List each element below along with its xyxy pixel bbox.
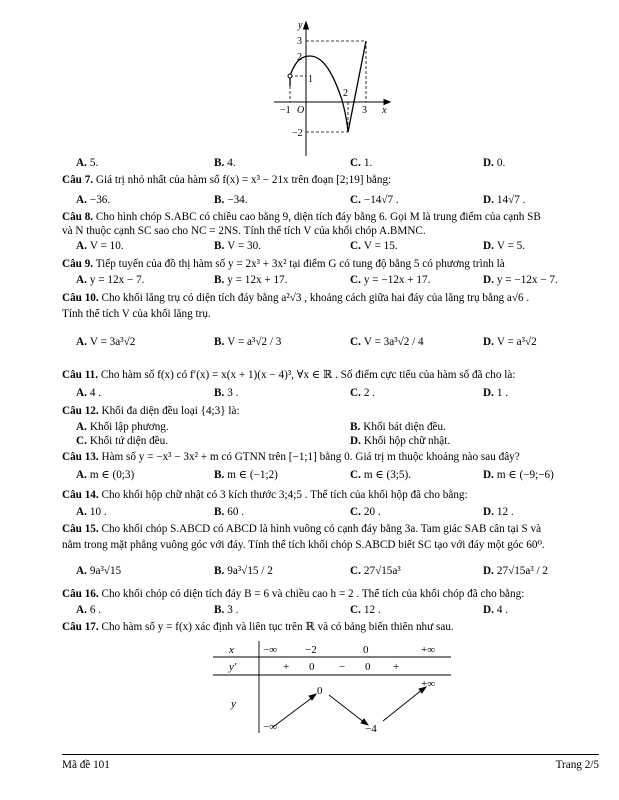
q15-stem-line2: nằm trong mặt phẳng vuông góc với đáy. Tính thể tích khối chóp S.ABCD biết SC tạo với đáy một góc 60⁰. (62, 539, 545, 551)
page-footer (62, 754, 599, 771)
q8-options: A. V = 10. B. V = 30. C. V = 15. D. V = 5. (76, 240, 526, 252)
bbt-sign-1: + (283, 661, 290, 673)
q12-options-row2: C. Khối tứ diện đều. D. Khối hộp chữ nhật. (76, 435, 451, 447)
x-tick-neg1: −1 (280, 105, 291, 116)
q9-stem: Câu 9. Tiếp tuyến của đồ thị hàm số y = 2x³ + 3x² tại điểm G có tung độ bằng 5 có phương trình là (62, 258, 505, 270)
bbt-x-label: x (229, 644, 234, 656)
q7-stem: Câu 7. Giá trị nhỏ nhất của hàm số f(x) = x³ − 21x trên đoạn [2;19] bằng: (62, 174, 392, 186)
function-graph (270, 16, 400, 158)
y-tick-neg2: −2 (292, 128, 303, 139)
q8-stem-line2: và N thuộc cạnh SC sao cho NC = 2NS. Tính thể tích V của khối chóp A.BMNC. (62, 225, 426, 237)
bbt-sign-2: 0 (309, 661, 315, 673)
x-tick-2: 2 (343, 88, 348, 99)
bbt-x-pos-inf: +∞ (421, 644, 436, 656)
bbt-sign-3: − (339, 661, 346, 673)
variation-table (213, 641, 451, 733)
bbt-y-0: 0 (317, 685, 323, 697)
y-tick-3: 3 (297, 36, 302, 47)
q13-options: A. m ∈ (0;3) B. m ∈ (−1;2) C. m ∈ (3;5). D. m ∈ (−9;−6) (76, 469, 554, 481)
q15-options: A. 9a³√15 B. 9a³√15 / 2 C. 27√15a³ D. 27√15a³ / 2 (76, 565, 549, 577)
y-tick-2: 2 (297, 52, 302, 63)
bbt-x-neg-inf: −∞ (263, 644, 278, 656)
q7-options: A. −36. B. −34. C. −14√7 . D. 14√7 . (76, 194, 526, 206)
origin-label: O (297, 105, 305, 116)
q10-stem-line1: Câu 10. Cho khối lăng trụ có diện tích đáy bằng a²√3 , khoảng cách giữa hai đáy của lăng trụ bằng a√6 . (62, 292, 530, 304)
bbt-sign-4: 0 (365, 661, 371, 673)
q12-stem: Câu 12. Khối đa diện đều loại {4;3} là: (62, 405, 240, 417)
x-axis-label: x (382, 105, 387, 116)
bbt-yprime-label: y' (229, 661, 237, 673)
page-number: Trang 2/5 (555, 759, 599, 771)
bbt-y-pos-inf: +∞ (421, 678, 436, 690)
q15-stem-line1: Câu 15. Cho khối chóp S.ABCD có ABCD là hình vuông có cạnh đáy bằng 3a. Tam giác SAB cân tại S và (62, 523, 542, 535)
bbt-y-neg4: −4 (365, 723, 377, 733)
q14-stem: Câu 14. Cho khối hộp chữ nhật có 3 kích thước 3;4;5 . Thể tích của khối hộp đã cho bằng: (62, 489, 468, 501)
bbt-sign-5: + (393, 661, 400, 673)
x-tick-3: 3 (362, 105, 367, 116)
y-tick-1: 1 (308, 74, 313, 85)
q10-stem-line2: Tính thể tích V của khối lăng trụ. (62, 308, 211, 320)
q12-options-row1: A. Khối lập phương. B. Khối bát diện đều. (76, 421, 446, 433)
q13-stem: Câu 13. Hàm số y = −x³ − 3x² + m có GTNN trên [−1;1] bằng 0. Giá trị m thuộc khoảng nào sau đây? (62, 451, 520, 463)
bbt-x-0: 0 (363, 644, 369, 656)
bbt-y-label: y (231, 698, 236, 710)
q6-options (62, 157, 610, 172)
q6-option-a: A. 5. (76, 157, 99, 169)
bbt-y-neg-inf: −∞ (263, 721, 278, 733)
q6-option-c: C. 1. (350, 157, 373, 169)
q11-options: A. 4 . B. 3 . C. 2 . D. 1 . (76, 387, 509, 399)
q8-stem-line1: Câu 8. Cho hình chóp S.ABC có chiều cao bằng 9, diện tích đáy bằng 6. Gọi M là trung điểm của cạnh SB (62, 211, 541, 223)
y-axis-label: y (298, 20, 303, 31)
q9-options: A. y = 12x − 7. B. y = 12x + 17. C. y = −12x + 17. D. y = −12x − 7. (76, 274, 558, 286)
exam-code: Mã đề 101 (62, 759, 110, 771)
q14-options: A. 10 . B. 60 . C. 20 . D. 12 . (76, 506, 514, 518)
q17-stem: Câu 17. Cho hàm số y = f(x) xác định và liên tục trên ℝ và có bảng biến thiên như sau. (62, 621, 454, 633)
q11-stem: Câu 11. Cho hàm số f(x) có f′(x) = x(x + 1)(x − 4)³, ∀x ∈ ℝ . Số điểm cực tiểu của hàm số đã cho là: (62, 369, 516, 381)
q16-options: A. 6 . B. 3 . C. 12 . D. 4 . (76, 604, 509, 616)
q16-stem: Câu 16. Cho khối chóp có diện tích đáy B = 6 và chiều cao h = 2 . Thể tích của khối chóp đã cho bằng: (62, 588, 525, 600)
q6-option-b: B. 4. (214, 157, 236, 169)
q10-options: A. V = 3a³√2 B. V = a³√2 / 3 C. V = 3a³√2 / 4 D. V = a³√2 (76, 336, 537, 348)
q6-option-d: D. 0. (483, 157, 506, 169)
bbt-x-neg2: −2 (305, 644, 317, 656)
